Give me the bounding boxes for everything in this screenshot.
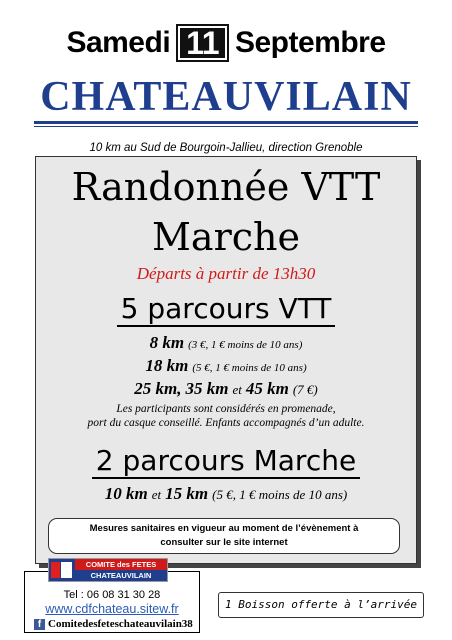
day-word: Samedi: [66, 26, 171, 59]
note-line: Les participants sont considérés en promenade,: [116, 403, 336, 415]
comite-logo: [48, 558, 168, 582]
marche-routes: [35, 484, 417, 504]
vtt-heading: [35, 292, 417, 326]
town-underline: [34, 121, 418, 124]
facebook-handle: Comitedesfeteschateauvilain38: [48, 618, 193, 630]
logo-top-text: COMITE des FETES: [75, 559, 167, 570]
route-distance: 8 km: [149, 333, 185, 352]
route-price: (5 €, 1 € moins de 10 ans): [212, 487, 348, 502]
route-separator: et: [151, 487, 162, 502]
note-line: port du casque conseillé. Enfants accompagnés d’un adulte.: [87, 417, 365, 429]
vtt-route-3: [35, 379, 417, 399]
facebook-link[interactable]: [34, 618, 193, 630]
route-price: (7 €): [292, 382, 318, 397]
comite-logo-icon: [49, 559, 75, 581]
website-link[interactable]: www.cdfchateau.sitew.fr: [45, 602, 179, 616]
vtt-heading-text: 5 parcours VTT: [117, 292, 336, 327]
route-distance: 15 km: [165, 484, 209, 503]
route-distance: 25 km: [134, 379, 178, 398]
event-title-line2: Marche: [152, 215, 300, 259]
month: Septembre: [234, 26, 386, 59]
route-distance: 18 km: [145, 356, 189, 375]
event-date: [0, 24, 452, 62]
route-separator: ,: [177, 379, 182, 398]
marche-heading-text: 2 parcours Marche: [92, 444, 360, 479]
town-underline-thin: [34, 126, 418, 127]
sanitary-line: Mesures sanitaires en vigueur au moment de l’évènement à: [89, 523, 359, 534]
sanitary-notice: [48, 518, 400, 554]
comite-logo-text: [75, 559, 167, 581]
facebook-icon: f: [34, 619, 45, 630]
free-drink-notice: 1 Boisson offerte à l’arrivée: [218, 592, 424, 618]
phone-number: Tel : 06 08 31 30 28: [63, 589, 161, 601]
route-price: (3 €, 1 € moins de 10 ans): [188, 339, 303, 351]
route-distance: 10 km: [104, 484, 148, 503]
location-text: 10 km au Sud de Bourgoin-Jallieu, direction Grenoble: [89, 142, 363, 154]
marche-heading: [35, 444, 417, 478]
route-distance: 45 km: [245, 379, 289, 398]
departure-time: Départs à partir de 13h30: [136, 264, 316, 283]
day-number: 11: [176, 24, 229, 62]
vtt-route-1: [35, 333, 417, 353]
route-price: (5 €, 1 € moins de 10 ans): [192, 362, 307, 374]
sanitary-line: consulter sur le site internet: [160, 537, 288, 548]
logo-bottom-text: CHATEAUVILAIN: [75, 570, 167, 581]
participants-note: [35, 402, 417, 430]
event-title-line1: Randonnée VTT: [71, 165, 381, 209]
town-title: CHATEAUVILAIN: [40, 74, 412, 120]
route-distance: 35 km: [185, 379, 229, 398]
route-separator: et: [232, 382, 242, 397]
vtt-route-2: [35, 356, 417, 376]
